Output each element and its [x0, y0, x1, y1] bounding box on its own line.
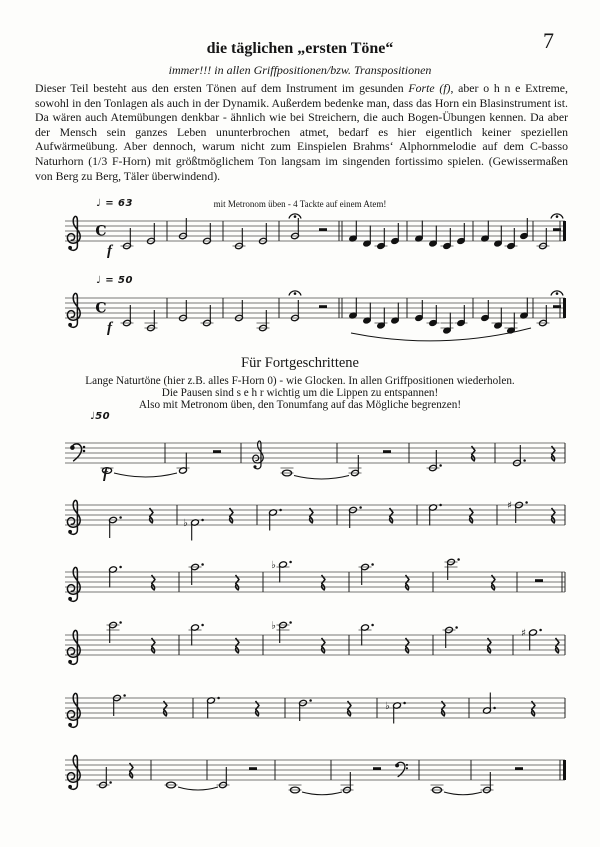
dynamic-forte-2: f: [107, 320, 112, 336]
tie-slur: [444, 792, 482, 795]
flat-symbol: ♭: [183, 518, 188, 530]
sharp-symbol: ♯: [507, 500, 512, 512]
intro-text-2: , aber o h n e Extreme, sowohl in den Tonlagen als auch in der Dynamik. Außerdem bedenke man, dass das Horn ein Blasinstrument ist. Da wären auch Atemübungen denkbar - ähnlich wie bei Streichern, die auch Bogen-Übungen kennen. Da aber der Mensch sein ganzes Leben ununterbrochen atmet, bedarf es hier eigentlich keiner speziellen Aufwärmeübung. Aber dennoch, warum nicht zum Einspielen Brahms‘ Alphornmelodie auf dem C-basso Naturhorn (1/3 F-Horn) mit größtmöglichem Ton langsam im singenden fortissimo spielen. (Gewissermaßen von Berg zu Berg, Täler überwindend).: [35, 81, 568, 183]
section-line-3: Also mit Metronom üben, den Tonumfang auf das Mögliche begrenzen!: [138, 399, 462, 411]
staff-3: [60, 403, 570, 513]
tie-slur: [302, 792, 342, 795]
bass-clef-icon: [70, 444, 85, 461]
treble-clef-icon: [67, 216, 80, 250]
treble-clef-icon: [253, 441, 263, 469]
staff-7: [60, 658, 570, 768]
dynamic-forte-3: f: [103, 466, 108, 482]
staff-4: [60, 465, 570, 575]
common-time-symbol: C: [95, 300, 107, 317]
page-title: die täglichen „ersten Töne“: [206, 40, 394, 57]
bass-clef-icon: [395, 762, 408, 776]
treble-clef-icon: [67, 755, 80, 789]
staff-2: [60, 258, 570, 368]
section-heading: Für Fortgeschrittene: [241, 355, 359, 371]
staff-5: [60, 532, 570, 642]
staff-8: [60, 720, 570, 830]
metronome-annotation: mit Metronom üben - 4 Tackte auf einem Atem!: [213, 199, 387, 209]
section-line-2: Die Pausen sind s e h r wichtig um die Lippen zu entspannen!: [161, 387, 439, 399]
page-subtitle: immer!!! in allen Griffpositionen/bzw. Transpositionen: [168, 63, 432, 77]
flat-symbol: ♭: [271, 620, 276, 632]
dynamic-forte-1: f: [107, 243, 112, 259]
intro-text-italic: Forte (f): [408, 81, 451, 95]
page-number: 7: [543, 28, 554, 53]
tie-slur: [294, 476, 349, 480]
treble-clef-icon: [67, 630, 80, 664]
flat-symbol: ♭: [385, 701, 390, 713]
treble-clef-icon: [67, 693, 80, 727]
tempo-marking-2: ♩ = 50: [96, 275, 133, 286]
treble-clef-icon: [67, 293, 80, 327]
tie-slur: [351, 328, 531, 341]
common-time-symbol: C: [95, 223, 107, 240]
intro-paragraph: [35, 81, 568, 183]
treble-clef-icon: [67, 567, 80, 601]
section-line-1: Lange Naturtöne (hier z.B. alles F-Horn 0) - wie Glocken. In allen Griffpositionen wiederholen.: [85, 375, 515, 387]
tie-slur: [178, 787, 218, 790]
tie-slur: [114, 473, 177, 477]
tempo-marking-1: ♩ = 63: [96, 198, 133, 209]
intro-text-1: Dieser Teil besteht aus den ersten Tönen auf dem Instrument im gesunden: [35, 81, 409, 95]
sharp-symbol: ♯: [521, 628, 526, 640]
tempo-marking-3: ♩50: [90, 411, 111, 422]
treble-clef-icon: [67, 500, 80, 534]
flat-symbol: ♭: [271, 560, 276, 572]
staff-1: [60, 181, 570, 291]
staff-6: [60, 595, 570, 705]
